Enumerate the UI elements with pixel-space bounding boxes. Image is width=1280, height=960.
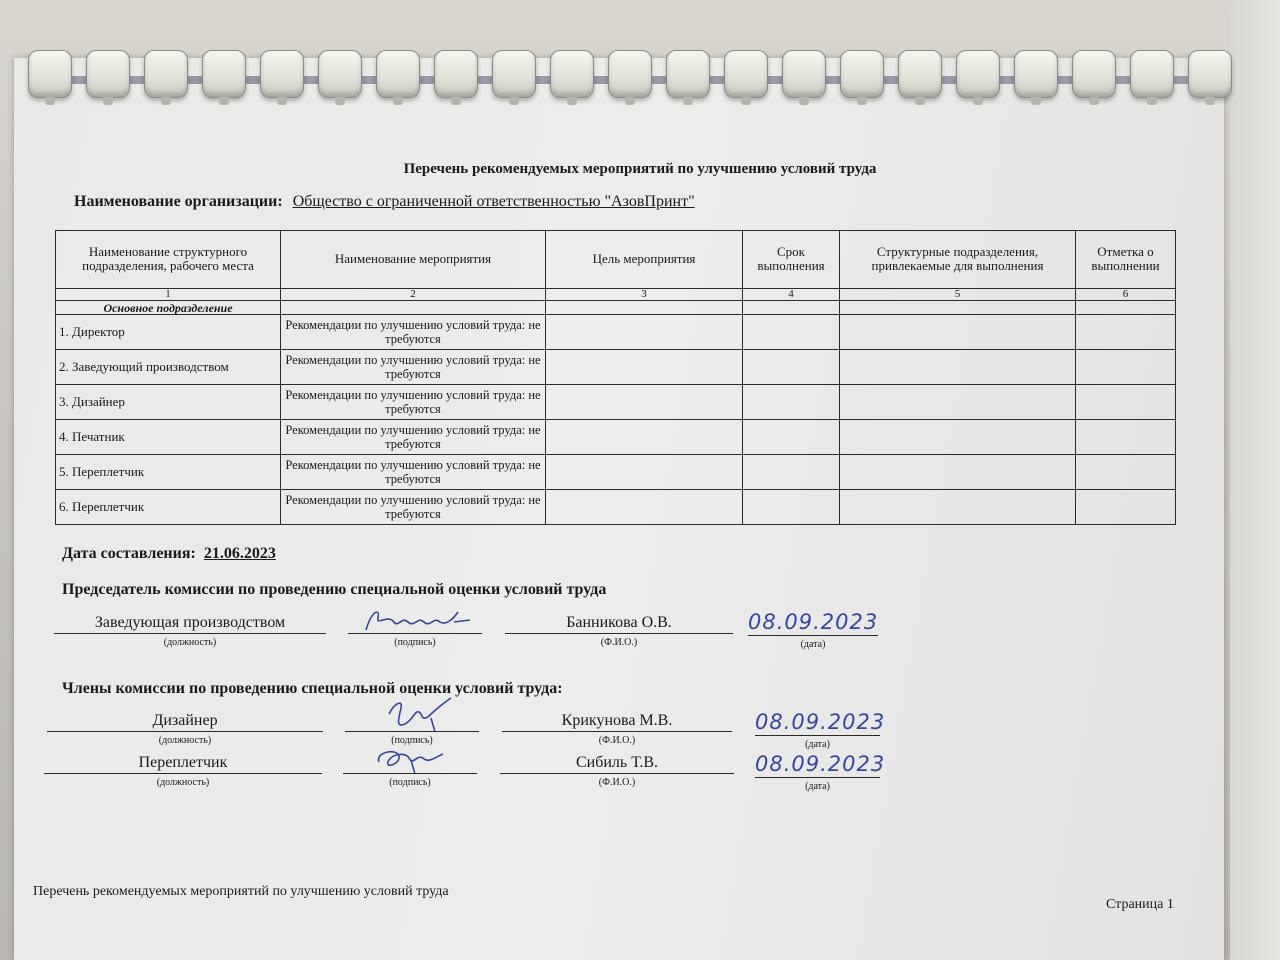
members-heading: Члены комиссии по проведению специальной оценки условий труда: [62, 680, 563, 697]
position-cell: 4. Печатник [56, 420, 281, 455]
position-caption: (должность) [163, 637, 217, 648]
column-header: Наименование мероприятия [281, 231, 546, 289]
binding-ring [1130, 50, 1174, 98]
organization-line [74, 193, 695, 211]
binding-ring [202, 50, 246, 98]
binding-ring [724, 50, 768, 98]
date-caption: (дата) [805, 781, 830, 792]
measure-cell: Рекомендации по улучшению условий труда: не требуются [281, 350, 546, 385]
signature-caption: (подпись) [391, 735, 433, 746]
binding-ring [1014, 50, 1058, 98]
chair-signed-date: 08.09.2023 [748, 610, 879, 634]
member-name: Крикунова М.В. [502, 711, 732, 732]
column-number-row [56, 288, 1176, 300]
table-cell [840, 385, 1076, 420]
table-cell [546, 315, 743, 350]
table-header-row [56, 231, 1176, 289]
compiled-date-label: Дата составления: [62, 545, 196, 562]
table-row [56, 420, 1176, 455]
chair-position: Заведующая производством [54, 613, 326, 634]
measure-cell: Рекомендации по улучшению условий труда: не требуются [281, 385, 546, 420]
position-cell: 2. Заведующий производством [56, 350, 281, 385]
comb-binding [20, 50, 1230, 110]
binding-ring [840, 50, 884, 98]
signature-caption: (подпись) [389, 777, 431, 788]
binding-ring [956, 50, 1000, 98]
binding-ring [492, 50, 536, 98]
compiled-date-line [62, 545, 276, 563]
table-cell [281, 300, 546, 314]
table-cell [546, 420, 743, 455]
table-cell [840, 300, 1076, 314]
table-cell [840, 455, 1076, 490]
fio-caption: (Ф.И.О.) [598, 735, 636, 746]
chair-name-field [505, 612, 733, 648]
member-position-field [47, 710, 323, 746]
measure-cell: Рекомендации по улучшению условий труда: не требуются [281, 455, 546, 490]
position-caption: (должность) [156, 777, 210, 788]
chair-signature-field [348, 602, 482, 648]
table-cell [743, 420, 840, 455]
table-row [56, 455, 1176, 490]
table-cell [546, 455, 743, 490]
table-cell [1076, 385, 1176, 420]
column-number: 6 [1076, 288, 1176, 300]
table-cell [1076, 455, 1176, 490]
signature-line [343, 773, 477, 774]
position-cell: 1. Директор [56, 315, 281, 350]
member-date-field [755, 704, 886, 750]
signature-line [345, 731, 479, 732]
chair-name: Банникова О.В. [505, 613, 733, 634]
table-cell [840, 420, 1076, 455]
measure-cell: Рекомендации по улучшению условий труда: не требуются [281, 420, 546, 455]
measures-table [55, 230, 1176, 525]
table-row [56, 350, 1176, 385]
binding-ring [260, 50, 304, 98]
chair-date-field [748, 608, 878, 650]
table-cell [840, 350, 1076, 385]
member-signature-field [343, 744, 477, 788]
binding-ring [318, 50, 362, 98]
table-cell [840, 315, 1076, 350]
fio-caption: (Ф.И.О.) [600, 637, 638, 648]
underlying-page-edge [1230, 0, 1280, 960]
member-signed-date: 08.09.2023 [755, 710, 886, 734]
column-header: Цель мероприятия [546, 231, 743, 289]
column-header: Наименование структурного подразделения, рабочего места [56, 231, 281, 289]
binding-ring [608, 50, 652, 98]
column-number: 3 [546, 288, 743, 300]
member-date-field [755, 746, 886, 792]
table-cell [546, 385, 743, 420]
table-cell [743, 315, 840, 350]
binding-ring [86, 50, 130, 98]
column-number: 4 [743, 288, 840, 300]
binding-ring [1072, 50, 1116, 98]
compiled-date: 21.06.2023 [203, 545, 276, 562]
column-number: 2 [281, 288, 546, 300]
member-name-field [500, 752, 734, 788]
column-number: 5 [840, 288, 1076, 300]
document-title: Перечень рекомендуемых мероприятий по улучшению условий труда [403, 161, 877, 177]
table-cell [840, 489, 1076, 524]
table-row [56, 315, 1176, 350]
member-name-field [502, 710, 732, 746]
chair-position-field [54, 612, 326, 648]
column-number: 1 [56, 288, 281, 300]
table-cell [1076, 350, 1176, 385]
date-caption: (дата) [800, 639, 826, 650]
binding-ring [434, 50, 478, 98]
chair-heading: Председатель комиссии по проведению специальной оценки условий труда [62, 581, 607, 598]
table-cell [743, 350, 840, 385]
position-cell: 5. Переплетчик [56, 455, 281, 490]
binding-ring [898, 50, 942, 98]
binding-ring [666, 50, 710, 98]
table-cell [743, 489, 840, 524]
table-cell [546, 300, 743, 314]
organization-label: Наименование организации: [74, 193, 283, 210]
binding-ring [550, 50, 594, 98]
table-cell [1076, 315, 1176, 350]
binding-ring [1188, 50, 1232, 98]
signature-caption: (подпись) [394, 637, 436, 648]
member-signed-date: 08.09.2023 [755, 752, 886, 776]
member-position: Переплетчик [44, 753, 322, 774]
table-cell [546, 350, 743, 385]
fio-caption: (Ф.И.О.) [598, 777, 636, 788]
table-cell [1076, 489, 1176, 524]
position-caption: (должность) [158, 735, 212, 746]
table-cell [743, 300, 840, 314]
table-cell [1076, 420, 1176, 455]
date-caption: (дата) [805, 739, 830, 750]
table-cell [743, 455, 840, 490]
binding-ring [28, 50, 72, 98]
table-cell [546, 489, 743, 524]
table-cell [743, 385, 840, 420]
binding-ring [782, 50, 826, 98]
handwritten-signature [355, 694, 475, 736]
table-row [56, 489, 1176, 524]
member-position-field [44, 752, 322, 788]
table-row [56, 385, 1176, 420]
section-name: Основное подразделение [56, 300, 281, 314]
position-cell: 3. Дизайнер [56, 385, 281, 420]
column-header: Структурные подразделения, привлекаемые для выполнения [840, 231, 1076, 289]
measure-cell: Рекомендации по улучшению условий труда: не требуются [281, 489, 546, 524]
table-cell [1076, 300, 1176, 314]
member-signature-field [345, 694, 479, 746]
binding-ring [144, 50, 188, 98]
page-number: Страница 1 [1106, 897, 1174, 912]
binding-ring [376, 50, 420, 98]
column-header: Отметка о выполнении [1076, 231, 1176, 289]
organization-name: Общество с ограниченной ответственностью "АзовПринт" [292, 193, 695, 210]
measure-cell: Рекомендации по улучшению условий труда: не требуются [281, 315, 546, 350]
section-row [56, 300, 1176, 314]
member-position: Дизайнер [47, 711, 323, 732]
member-name: Сибиль Т.В. [500, 753, 734, 774]
signature-line [348, 633, 482, 634]
position-cell: 6. Переплетчик [56, 489, 281, 524]
column-header: Срок выполнения [743, 231, 840, 289]
footer-document-name: Перечень рекомендуемых мероприятий по улучшению условий труда [33, 884, 449, 899]
